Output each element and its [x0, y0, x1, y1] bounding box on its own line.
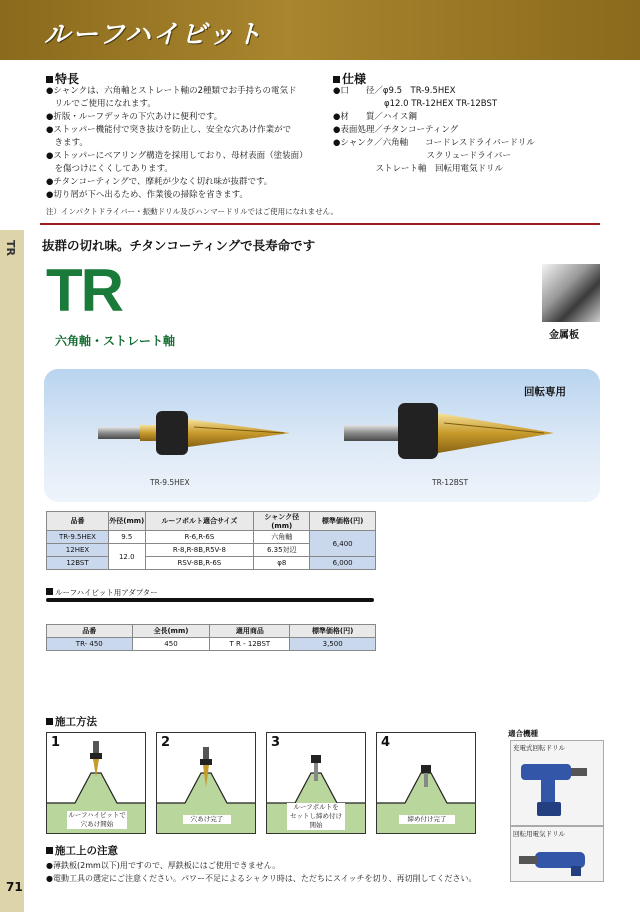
cell: R-8,R-8B,R5V-8: [145, 544, 254, 557]
cell: 12HEX: [47, 544, 109, 557]
product-name: TR: [46, 257, 122, 324]
cell: TR- 450: [47, 638, 133, 651]
step-caption: ルーフボルトを セットし締め付け 開始: [287, 803, 345, 830]
col-header: 標準価格(円): [310, 512, 376, 531]
cell: RSV-8B,R-6S: [145, 557, 254, 570]
cell: φ8: [254, 557, 310, 570]
table-header-row: [47, 625, 376, 638]
step-caption: 穴あけ完了: [183, 815, 231, 824]
procedure-step: [156, 732, 256, 834]
caption-left: TR-9.5HEX: [150, 478, 190, 487]
cell: 9.5: [108, 531, 145, 544]
feature-line: リルでご使用になれます。: [46, 99, 156, 109]
cell: 450: [132, 638, 210, 651]
procedure-step: [376, 732, 476, 834]
cell: TR-9.5HEX: [47, 531, 109, 544]
feature-line: きます。: [46, 138, 88, 148]
procedure-heading: 施工方法: [46, 714, 97, 729]
caution-line: ●薄鉄板(2mm以下)用ですので、厚鉄板にはご使用できません。: [46, 861, 281, 870]
col-header: ルーフボルト適合サイズ: [145, 512, 254, 531]
feature-line: ●折版・ルーフデッキの下穴あけに便利です。: [46, 112, 223, 122]
tr-12bst-bit: [344, 403, 554, 459]
table-row: [47, 531, 376, 544]
feature-line: ●チタンコーティングで、摩耗が少なく切れ味が抜群です。: [46, 177, 273, 187]
col-header: 標準価格(円): [290, 625, 376, 638]
drill-bits-illustration: [44, 369, 600, 502]
step-caption: 締め付け完了: [399, 815, 455, 824]
col-header: 外径(mm): [108, 512, 145, 531]
cell: 六角軸: [254, 531, 310, 544]
compatible-item: 回転用電気ドリル: [513, 830, 565, 838]
spec-line: ●材 質／ハイス鋼: [333, 112, 417, 122]
step-number: 1: [51, 735, 61, 750]
cell: T R - 12BST: [210, 638, 290, 651]
spec-line: φ12.0 TR-12HEX TR-12BST: [333, 99, 498, 109]
spec-line: ストレート軸 回転用電気ドリル: [333, 164, 504, 174]
table-row: [47, 557, 376, 570]
cell: 6,000: [310, 557, 376, 570]
feature-line: ●ストッパーにベアリング構造を採用しており、母材表面（塗装面）: [46, 151, 308, 161]
spec-line: ●シャンク／六角軸 コードレスドライバードリル: [333, 138, 535, 148]
step-caption: ルーフハイビットで 穴あけ開始: [68, 811, 126, 828]
step-number: 4: [381, 735, 391, 750]
adapter-title: ルーフハイビット用アダプター: [46, 587, 158, 598]
spec-table: [46, 511, 376, 570]
col-header: 品番: [47, 512, 109, 531]
electric-drill-panel: [510, 826, 604, 882]
feature-line: ●ストッパー機能付で突き抜けを防止し、安全な穴あけ作業がで: [46, 125, 292, 135]
cell: 6.35対辺: [254, 544, 310, 557]
step-number: 2: [161, 735, 171, 750]
cordless-drill-icon: [511, 754, 603, 824]
section-divider: [40, 223, 600, 225]
col-header: 品番: [47, 625, 133, 638]
spec-line: スクリュードライバー: [333, 151, 511, 161]
table-header-row: [47, 512, 376, 531]
cautions-list: [46, 859, 477, 885]
page-number: 71: [6, 880, 23, 894]
feature-line: ●切り屑が下へ出るため、作業後の掃除を省きます。: [46, 190, 248, 200]
compatible-heading: 適合機種: [508, 729, 538, 738]
procedure-step: [46, 732, 146, 834]
col-header: シャンク径(mm): [254, 512, 310, 531]
step-number: 3: [271, 735, 281, 750]
rotation-only-label: 回転専用: [524, 386, 566, 398]
cell: 3,500: [290, 638, 376, 651]
features-note: 注）インパクトドライバー・振動ドリル及びハンマードリルではご使用になれません。: [46, 207, 339, 216]
table-row: [47, 638, 376, 651]
caution-line: ●電動工具の選定にご注意ください。パワー不足によるシャクリ時は、ただちにスイッチを切り、再切削してください。: [46, 874, 477, 883]
cell: 12.0: [108, 544, 145, 570]
features-list: [46, 85, 308, 202]
compatible-item: 充電式回転ドリル: [513, 744, 565, 752]
col-header: 適用商品: [210, 625, 290, 638]
col-header: 全長(mm): [132, 625, 210, 638]
feature-line: を傷つけにくくしてあります。: [46, 164, 173, 174]
specs-list: [333, 85, 535, 176]
cell: 6,400: [310, 531, 376, 557]
cautions-heading: 施工上の注意: [46, 843, 118, 858]
adapter-image: [46, 598, 374, 602]
cell: R-6,R-6S: [145, 531, 254, 544]
metal-plate-swatch: [542, 264, 600, 322]
tr-9-5hex-bit: [98, 411, 290, 455]
spec-line: ●口 径／φ9.5 TR-9.5HEX: [333, 86, 456, 96]
caption-right: TR-12BST: [432, 478, 469, 487]
features-heading: 特長: [46, 70, 79, 87]
side-tab-label: TR: [4, 240, 17, 256]
page-title: ルーフハイビット: [44, 20, 264, 50]
cordless-drill-panel: [510, 740, 604, 826]
cell: 12BST: [47, 557, 109, 570]
product-photo-panel: [44, 369, 600, 502]
adapter-table: [46, 624, 376, 651]
specs-heading: 仕様: [333, 70, 366, 87]
feature-line: ●シャンクは、六角軸とストレート軸の2種類でお手持ちの電気ド: [46, 86, 297, 96]
product-subtitle: 六角軸・ストレート軸: [55, 334, 176, 348]
tagline: 抜群の切れ味。チタンコーティングで長寿命です: [42, 238, 316, 253]
side-tab: [0, 230, 24, 912]
electric-drill-icon: [511, 840, 603, 880]
procedure-step: [266, 732, 366, 834]
material-label: 金属板: [549, 330, 579, 341]
spec-line: ●表面処理／チタンコーティング: [333, 125, 459, 135]
